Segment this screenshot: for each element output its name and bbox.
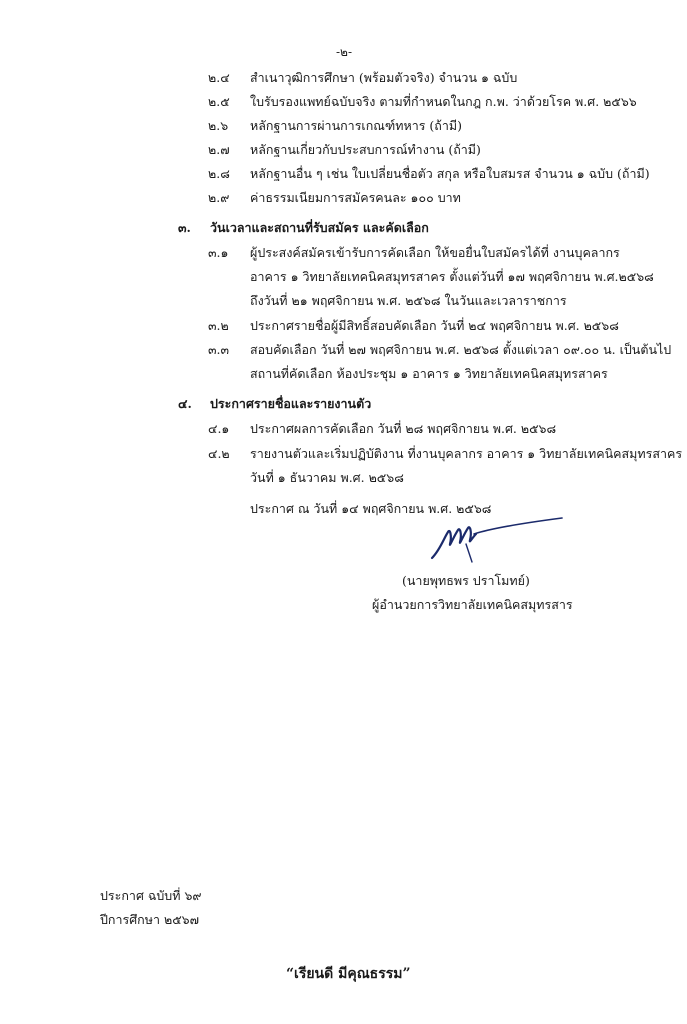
list-item-number: ๓.๑: [208, 245, 229, 260]
list-item-text: หลักฐานอื่น ๆ เช่น ใบเปลี่ยนชื่อตัว สกุล หรือใบสมรส จำนวน ๑ ฉบับ (ถ้ามี): [250, 166, 650, 181]
list-item-text: รายงานตัวและเริ่มปฏิบัติงาน ที่งานบุคลากร อาคาร ๑ วิทยาลัยเทคนิคสมุทรสาคร: [250, 446, 683, 461]
section-3-number: ๓.: [178, 220, 191, 235]
list-item-text: ถึงวันที่ ๒๑ พฤศจิกายน พ.ศ. ๒๕๖๘ ในวันและเวลาราชการ: [250, 293, 567, 308]
list-item-number: ๓.๓: [208, 342, 230, 357]
announcement-date: ประกาศ ณ วันที่ ๑๔ พฤศจิกายน พ.ศ. ๒๕๖๘: [250, 501, 492, 516]
list-item-number: ๔.๑: [208, 421, 230, 436]
list-item-text: วันที่ ๑ ธันวาคม พ.ศ. ๒๕๖๘: [250, 470, 404, 485]
announcement-number: ประกาศ ฉบับที่ ๖๙: [100, 888, 202, 903]
page-number: -๒-: [336, 45, 353, 59]
list-item-text: ประกาศผลการคัดเลือก วันที่ ๒๘ พฤศจิกายน พ.ศ. ๒๕๖๘: [250, 421, 557, 436]
academic-year: ปีการศึกษา ๒๕๖๗: [100, 912, 200, 927]
list-item-number: ๒.๘: [208, 166, 230, 181]
list-item-text: ผู้ประสงค์สมัครเข้ารับการคัดเลือก ให้ขอยื่นใบสมัครได้ที่ งานบุคลากร: [250, 245, 620, 260]
list-item-text: ใบรับรองแพทย์ฉบับจริง ตามที่กำหนดในกฎ ก.พ. ว่าด้วยโรค พ.ศ. ๒๕๖๖: [250, 94, 637, 109]
list-item-text: อาคาร ๑ วิทยาลัยเทคนิคสมุทรสาคร ตั้งแต่วันที่ ๑๗ พฤศจิกายน พ.ศ.๒๕๖๘: [250, 269, 654, 284]
list-item-text: ประกาศรายชื่อผู้มีสิทธิ์สอบคัดเลือก วันที่ ๒๔ พฤศจิกายน พ.ศ. ๒๕๖๘: [250, 318, 619, 333]
list-item-text: สอบคัดเลือก วันที่ ๒๗ พฤศจิกายน พ.ศ. ๒๕๖๘ ตั้งแต่เวลา ๐๙.๐๐ น. เป็นต้นไป: [250, 342, 672, 357]
signer-position: ผู้อำนวยการวิทยาลัยเทคนิคสมุทรสาร: [372, 597, 573, 612]
section-4-number: ๔.: [178, 396, 192, 411]
signer-name: (นายพุทธพร ปราโมทย์): [402, 573, 530, 588]
list-item-number: ๒.๗: [208, 142, 230, 157]
list-item-text: หลักฐานเกี่ยวกับประสบการณ์ทำงาน (ถ้ามี): [250, 142, 481, 157]
list-item-number: ๒.๙: [208, 190, 230, 205]
list-item-number: ๔.๒: [208, 446, 230, 461]
list-item-text: หลักฐานการผ่านการเกณฑ์ทหาร (ถ้ามี): [250, 118, 462, 133]
list-item-text: สำเนาวุฒิการศึกษา (พร้อมตัวจริง) จำนวน ๑ ฉบับ: [250, 70, 518, 85]
college-motto: “เรียนดี มีคุณธรรม”: [286, 966, 411, 982]
list-item-number: ๒.๖: [208, 118, 229, 133]
list-item-text: สถานที่คัดเลือก ห้องประชุม ๑ อาคาร ๑ วิทยาลัยเทคนิคสมุทรสาคร: [250, 366, 608, 381]
list-item-number: ๒.๕: [208, 94, 230, 109]
signature-image: [426, 514, 566, 564]
list-item-text: ค่าธรรมเนียมการสมัครคนละ ๑๐๐ บาท: [250, 190, 461, 205]
list-item-number: ๒.๔: [208, 70, 230, 85]
section-4-title: ประกาศรายชื่อและรายงานตัว: [210, 396, 372, 411]
section-3-title: วันเวลาและสถานที่รับสมัคร และคัดเลือก: [210, 220, 429, 235]
list-item-number: ๓.๒: [208, 318, 229, 333]
